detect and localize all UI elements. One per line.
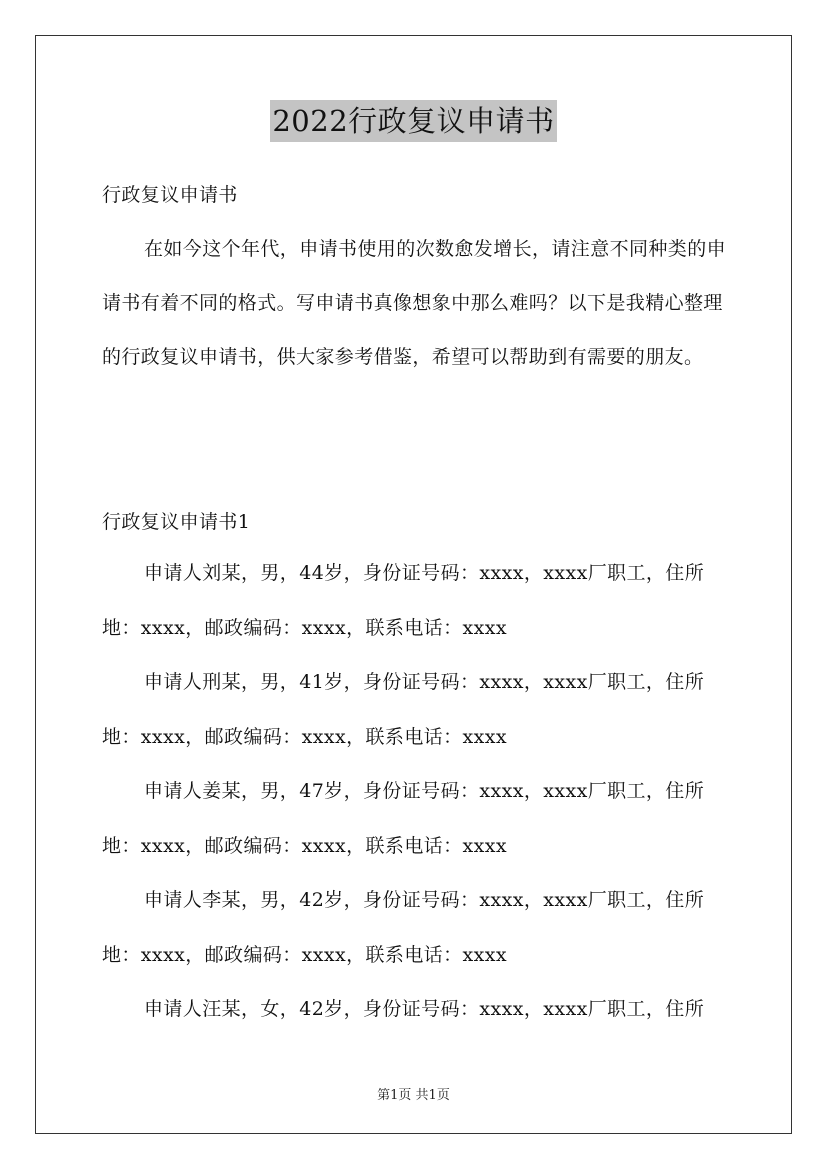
applicant-paragraph: 申请人李某，男，42岁，身份证号码：xxxx，xxxx厂职工，住所地：xxxx，邮政编码：xxxx，联系电话：xxxx bbox=[102, 889, 705, 966]
applicant-paragraph: 申请人刘某，男，44岁，身份证号码：xxxx，xxxx厂职工，住所地：xxxx，邮政编码：xxxx，联系电话：xxxx bbox=[102, 562, 705, 639]
page-footer: 第1页 共1页 bbox=[377, 1088, 450, 1103]
intro-paragraph: 在如今这个年代，申请书使用的次数愈发增长，请注意不同种类的申请书有着不同的格式。写申请书真像想象中那么难吗？以下是我精心整理的行政复议申请书，供大家参考借鉴，希望可以帮助到有需要的朋友。 bbox=[102, 238, 727, 368]
title-container bbox=[0, 100, 827, 142]
applicant-paragraph: 申请人刑某，男，41岁，身份证号码：xxxx，xxxx厂职工，住所地：xxxx，邮政编码：xxxx，联系电话：xxxx bbox=[102, 671, 705, 748]
section-heading: 行政复议申请书1 bbox=[102, 511, 251, 533]
applicant-paragraph: 申请人汪某，女，42岁，身份证号码：xxxx，xxxx厂职工，住所 bbox=[144, 998, 705, 1020]
intro-heading: 行政复议申请书 bbox=[102, 184, 238, 206]
applicant-paragraph: 申请人姜某，男，47岁，身份证号码：xxxx，xxxx厂职工，住所地：xxxx，邮政编码：xxxx，联系电话：xxxx bbox=[102, 780, 705, 857]
document-title: 2022行政复议申请书 bbox=[270, 100, 556, 142]
